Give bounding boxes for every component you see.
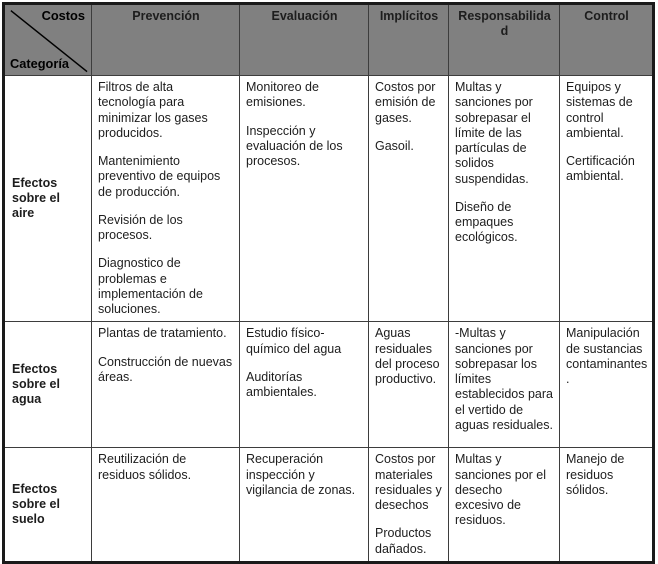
cell-paragraph: Inspección y evaluación de los procesos.: [246, 123, 343, 168]
cell-paragraph: Certificación ambiental.: [566, 154, 635, 184]
cell-paragraph: -Multas y sanciones por sobrepasar los límites establecidos para el vertido de aguas residuales.: [455, 326, 553, 432]
table-row: [4, 322, 654, 448]
cell-paragraph: Equipos y sistemas de control ambiental.: [566, 80, 633, 140]
cell-paragraph: Mantenimiento preventivo de equipos de producción.: [98, 154, 221, 199]
cell-paragraph: Multas y sanciones por sobrepasar el límite de las partículas de solidos suspendidas.: [455, 80, 533, 186]
cell-aire-prevencion: [92, 76, 240, 322]
cell-agua-responsabilidad: [449, 322, 560, 448]
cell-aire-responsabilidad: [449, 76, 560, 322]
cell-paragraph: Manejo de residuos sólidos.: [566, 452, 625, 497]
category-line: suelo: [12, 512, 45, 527]
cell-suelo-prevencion: [92, 448, 240, 563]
header-cell-implicitos: Implícitos: [369, 4, 449, 76]
category-line: Efectos: [12, 481, 58, 496]
header-responsabilidad-line-2: d: [500, 24, 509, 39]
cell-paragraph: Revisión de los procesos.: [98, 212, 183, 242]
cell-paragraph: Plantas de tratamiento.: [98, 326, 227, 341]
cost-category-matrix-table: [2, 2, 655, 564]
cell-paragraph: Filtros de alta tecnología para minimizar los gases producidos.: [98, 80, 208, 140]
header-cell-evaluacion: Evaluación: [240, 4, 369, 76]
cell-paragraph: Costos por emisión de gases.: [375, 80, 436, 125]
table-row: [4, 448, 654, 563]
cell-agua-control: [560, 322, 654, 448]
cell-paragraph: Manipulación de sustancias contaminantes .: [566, 326, 648, 386]
cell-paragraph: Diagnostico de problemas e implementación de soluciones.: [98, 256, 203, 316]
cell-suelo-responsabilidad: [449, 448, 560, 563]
cell-paragraph: Costos por materiales residuales y desechos: [375, 452, 442, 512]
header-corner-costos-label: Costos: [41, 8, 85, 23]
category-line: sobre el: [12, 191, 60, 205]
cell-paragraph: Construcción de nuevas áreas.: [98, 354, 233, 384]
cell-suelo-evaluacion: [240, 448, 369, 563]
category-line: aire: [12, 206, 35, 221]
header-cell-responsabilidad: [449, 4, 560, 76]
category-line: Efectos: [12, 361, 58, 376]
category-cell-suelo: [4, 448, 92, 563]
category-cell-aire: [4, 76, 92, 322]
header-corner-categoria-label: Categoría: [10, 56, 70, 72]
category-line: sobre el: [12, 377, 60, 392]
cell-paragraph: Reutilización de residuos sólidos.: [98, 452, 192, 482]
cell-paragraph: Aguas residuales del proceso productivo.: [375, 326, 440, 386]
category-cell-agua: [4, 322, 92, 448]
cell-agua-implicitos: [369, 322, 449, 448]
cell-aire-evaluacion: [240, 76, 369, 322]
cell-paragraph: Multas y sanciones por el desecho excesivo de residuos.: [455, 452, 547, 528]
cell-paragraph: Monitoreo de emisiones.: [246, 80, 319, 110]
cell-agua-evaluacion: [240, 322, 369, 448]
category-line: agua: [12, 392, 42, 407]
cell-suelo-implicitos: [369, 448, 449, 563]
table-header-row: [4, 4, 654, 76]
header-corner-cell: [4, 4, 92, 76]
category-line: Efectos: [12, 175, 58, 190]
cell-paragraph: Diseño de empaques ecológicos.: [455, 199, 518, 245]
header-cell-control: Control: [560, 4, 654, 76]
header-responsabilidad-line-1: Responsabilida: [458, 9, 551, 23]
cell-paragraph: Productos dañados.: [375, 526, 432, 556]
cell-aire-implicitos: [369, 76, 449, 322]
cell-paragraph: Estudio físico-químico del agua: [246, 326, 342, 356]
cell-aire-control: [560, 76, 654, 322]
cell-paragraph: Auditorías ambientales.: [246, 369, 317, 399]
header-cell-prevencion: Prevención: [92, 4, 240, 76]
cell-paragraph: Gasoil.: [375, 138, 414, 153]
table-row: [4, 76, 654, 322]
cell-paragraph: Recuperación inspección y vigilancia de zonas.: [246, 452, 356, 497]
category-line: sobre el: [12, 496, 60, 511]
cell-suelo-control: [560, 448, 654, 563]
cell-agua-prevencion: [92, 322, 240, 448]
